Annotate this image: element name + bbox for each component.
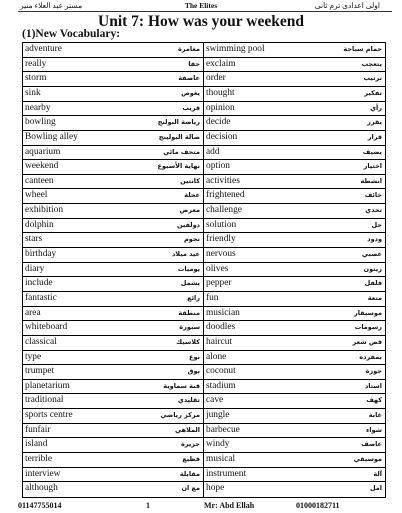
vocabulary-row <box>23 365 203 380</box>
vocabulary-row <box>204 380 385 395</box>
english-word: whiteboard <box>25 322 68 333</box>
vocabulary-row <box>204 409 385 424</box>
arabic-translation: شواء <box>365 425 382 434</box>
english-word: friendly <box>206 234 236 245</box>
arabic-translation: قص شعر <box>352 337 382 346</box>
vocabulary-row <box>204 58 385 73</box>
arabic-translation: جوزة <box>365 367 382 376</box>
arabic-translation: حقا <box>188 59 200 68</box>
arabic-translation: نجوم <box>184 235 200 244</box>
english-word: although <box>25 483 58 494</box>
arabic-translation: يضيف <box>362 147 382 156</box>
english-word: jungle <box>206 410 230 421</box>
arabic-translation: متحف مائي <box>163 147 200 156</box>
arabic-translation: زيتون <box>363 264 382 273</box>
arabic-translation: تحدي <box>365 206 382 215</box>
english-word: weekend <box>25 161 59 172</box>
english-word: swimming pool <box>206 44 265 54</box>
footer-teacher: Mr: Abd Ellah <box>204 501 255 510</box>
english-word: diary <box>25 263 45 274</box>
arabic-translation: نوع <box>189 352 200 361</box>
english-word: birthday <box>25 249 57 260</box>
arabic-translation: كلاسيك <box>176 337 200 346</box>
vocabulary-row <box>23 131 203 146</box>
english-word: interview <box>25 468 61 479</box>
english-word: dolphin <box>25 219 54 230</box>
arabic-translation: ودود <box>367 235 382 244</box>
arabic-translation: مع ان <box>181 484 200 493</box>
arabic-translation: قريب <box>182 103 200 112</box>
english-word: musician <box>206 307 240 318</box>
english-word: funfair <box>25 424 51 435</box>
vocabulary-table <box>22 42 386 498</box>
vocabulary-row <box>23 453 203 468</box>
english-word: activities <box>206 175 240 186</box>
arabic-translation: آلة <box>373 469 382 478</box>
english-word: add <box>206 146 220 157</box>
english-word: nearby <box>25 102 51 113</box>
english-word: thought <box>206 87 235 98</box>
english-word: stadium <box>206 380 236 391</box>
page-footer <box>0 500 402 513</box>
english-word: wheel <box>25 190 48 201</box>
vocabulary-row <box>23 160 203 175</box>
english-word: frightened <box>206 190 245 201</box>
english-word: coconut <box>206 366 236 377</box>
arabic-translation: جزيرة <box>180 440 200 449</box>
vocabulary-row <box>23 438 203 453</box>
vocabulary-row <box>23 321 203 336</box>
english-word: opinion <box>206 102 235 113</box>
english-word: musical <box>206 454 236 465</box>
vocabulary-row <box>204 453 385 468</box>
vocabulary-row <box>204 87 385 102</box>
vocabulary-row <box>23 175 203 190</box>
arabic-translation: بمفرده <box>359 352 382 361</box>
footer-phone-1: 01147755014 <box>18 501 62 510</box>
vocabulary-row <box>204 116 385 131</box>
vocabulary-row <box>23 204 203 219</box>
vocabulary-row <box>204 131 385 146</box>
vocabulary-row <box>23 87 203 102</box>
vocabulary-row <box>204 277 385 292</box>
arabic-translation: انشطة <box>360 176 382 185</box>
vocabulary-row <box>204 468 385 483</box>
arabic-translation: موسيقي <box>353 455 382 464</box>
arabic-translation: امل <box>369 484 382 493</box>
english-word: island <box>25 439 48 450</box>
arabic-translation: خائف <box>364 191 382 200</box>
vocabulary-row <box>23 307 203 322</box>
english-word: instrument <box>206 468 247 479</box>
arabic-translation: متعة <box>367 293 382 302</box>
vocabulary-column-right <box>204 43 385 497</box>
vocabulary-row <box>204 307 385 322</box>
english-word: trumpet <box>25 366 55 377</box>
arabic-translation: يتعجب <box>361 59 382 68</box>
english-word: exclaim <box>206 58 236 69</box>
arabic-translation: رياضة البولنج <box>157 118 200 127</box>
english-word: challenge <box>206 205 242 216</box>
english-word: stars <box>25 234 43 245</box>
vocabulary-column-left <box>23 43 204 497</box>
english-word: type <box>25 351 42 362</box>
vocabulary-row <box>23 72 203 87</box>
english-word: sports centre <box>25 410 73 421</box>
english-word: fantastic <box>25 292 57 303</box>
arabic-translation: كهف <box>366 396 382 405</box>
arabic-translation: معرض <box>179 206 200 215</box>
vocabulary-row <box>23 116 203 131</box>
vocabulary-row <box>23 336 203 351</box>
arabic-translation: تفكير <box>364 88 382 97</box>
arabic-translation: استاد <box>364 381 382 390</box>
vocabulary-row <box>23 277 203 292</box>
english-word: pepper <box>206 278 232 289</box>
english-word: sink <box>25 87 41 98</box>
arabic-translation: مركز رياضي <box>160 411 200 420</box>
english-word: solution <box>206 219 237 230</box>
arabic-translation: حل <box>371 220 382 229</box>
vocabulary-row <box>23 219 203 234</box>
vocabulary-row <box>23 351 203 366</box>
arabic-translation: يوميات <box>177 264 200 273</box>
vocabulary-row <box>204 233 385 248</box>
vocabulary-row <box>204 204 385 219</box>
english-word: classical <box>25 336 57 347</box>
english-word: exhibition <box>25 205 64 216</box>
vocabulary-row <box>204 102 385 117</box>
english-word: storm <box>25 73 47 84</box>
vocabulary-row <box>204 189 385 204</box>
english-word: windy <box>206 439 230 450</box>
arabic-translation: فلفل <box>364 279 382 288</box>
vocabulary-row <box>204 160 385 175</box>
vocabulary-row <box>204 292 385 307</box>
vocabulary-row <box>204 263 385 278</box>
arabic-translation: صالة البولينج <box>158 132 200 141</box>
english-word: haircut <box>206 336 233 347</box>
arabic-translation: رأي <box>370 103 382 112</box>
arabic-translation: قبة سماوية <box>163 381 200 390</box>
page-number: 1 <box>146 501 150 510</box>
page-title: Unit 7: How was your weekend <box>98 13 304 30</box>
arabic-translation: عاصفة <box>178 74 200 83</box>
english-word: adventure <box>25 44 62 54</box>
arabic-translation: ترتيب <box>363 74 382 83</box>
vocabulary-row <box>204 336 385 351</box>
vocabulary-row <box>23 380 203 395</box>
english-word: include <box>25 278 53 289</box>
arabic-translation: يقرر <box>367 118 382 127</box>
vocabulary-row <box>204 248 385 263</box>
arabic-translation: تقليدي <box>177 396 200 405</box>
arabic-translation: مقابلة <box>179 469 200 478</box>
arabic-translation: عجلة <box>184 191 200 200</box>
vocabulary-row <box>23 58 203 73</box>
arabic-translation: غابة <box>368 411 382 420</box>
vocabulary-row <box>23 263 203 278</box>
arabic-translation: دولفين <box>177 220 200 229</box>
english-word: planetarium <box>25 380 70 391</box>
vocabulary-row <box>204 146 385 161</box>
section-heading: (1)New Vocabulary: <box>22 28 121 40</box>
english-word: barbecue <box>206 424 240 435</box>
english-word: decision <box>206 131 238 142</box>
arabic-translation: قرار <box>367 132 382 141</box>
english-word: alone <box>206 351 227 362</box>
vocabulary-row <box>204 351 385 366</box>
vocabulary-row <box>204 72 385 87</box>
vocabulary-row <box>204 438 385 453</box>
footer-phone-2: 01000182711 <box>296 501 340 510</box>
english-word: terrible <box>25 454 53 465</box>
vocabulary-row <box>204 321 385 336</box>
english-word: order <box>206 73 226 84</box>
vocabulary-row <box>204 424 385 439</box>
arabic-translation: نهاية الأسبوع <box>157 162 200 171</box>
english-word: bowling <box>25 117 56 128</box>
arabic-translation: اختيار <box>363 162 382 171</box>
english-word: really <box>25 58 47 69</box>
header-grade: اولى اعدادى ترم ثانى <box>314 1 380 10</box>
arabic-translation: عصبي <box>361 250 382 259</box>
english-word: Bowling alley <box>25 131 78 142</box>
english-word: doodles <box>206 322 236 333</box>
arabic-translation: عيد ميلاد <box>171 250 200 259</box>
vocabulary-row <box>23 394 203 409</box>
vocabulary-row <box>204 175 385 190</box>
vocabulary-row <box>23 233 203 248</box>
english-word: aquarium <box>25 146 61 157</box>
vocabulary-row <box>204 482 385 497</box>
english-word: fun <box>206 292 219 303</box>
header-brand: The Elites <box>184 1 218 10</box>
vocabulary-row <box>204 394 385 409</box>
vocabulary-row <box>204 219 385 234</box>
arabic-translation: حمام سباحة <box>343 45 382 53</box>
english-word: option <box>206 161 230 172</box>
arabic-translation: يشمل <box>180 279 200 288</box>
vocabulary-row <box>23 248 203 263</box>
arabic-translation: موسيقار <box>353 308 382 317</box>
arabic-translation: يغوص <box>181 88 200 97</box>
header-teacher-name: مستر عبد العلاء منير <box>20 1 83 10</box>
arabic-translation: بوق <box>187 367 200 376</box>
arabic-translation: رائع <box>187 293 200 302</box>
vocabulary-row <box>23 482 203 497</box>
vocabulary-row <box>23 292 203 307</box>
english-word: decide <box>206 117 231 128</box>
english-word: cave <box>206 395 224 406</box>
arabic-translation: سبورة <box>179 323 200 332</box>
english-word: hope <box>206 483 225 494</box>
arabic-translation: منطقة <box>178 308 200 317</box>
arabic-translation: الملاهي <box>174 425 200 434</box>
vocabulary-row <box>23 102 203 117</box>
english-word: area <box>25 307 41 318</box>
vocabulary-row <box>23 146 203 161</box>
vocabulary-row <box>204 365 385 380</box>
arabic-translation: مغامرة <box>177 45 200 53</box>
english-word: nervous <box>206 249 236 260</box>
arabic-translation: كانتين <box>180 176 200 185</box>
english-word: canteen <box>25 175 54 186</box>
vocabulary-row <box>23 409 203 424</box>
vocabulary-row <box>23 424 203 439</box>
vocabulary-row <box>23 468 203 483</box>
vocabulary-row <box>23 43 203 58</box>
arabic-translation: عاصف <box>361 440 382 449</box>
english-word: traditional <box>25 395 64 406</box>
vocabulary-row <box>204 43 385 58</box>
arabic-translation: فظيع <box>182 455 200 464</box>
english-word: olives <box>206 263 229 274</box>
arabic-translation: رسومات <box>354 323 382 332</box>
vocabulary-row <box>23 189 203 204</box>
